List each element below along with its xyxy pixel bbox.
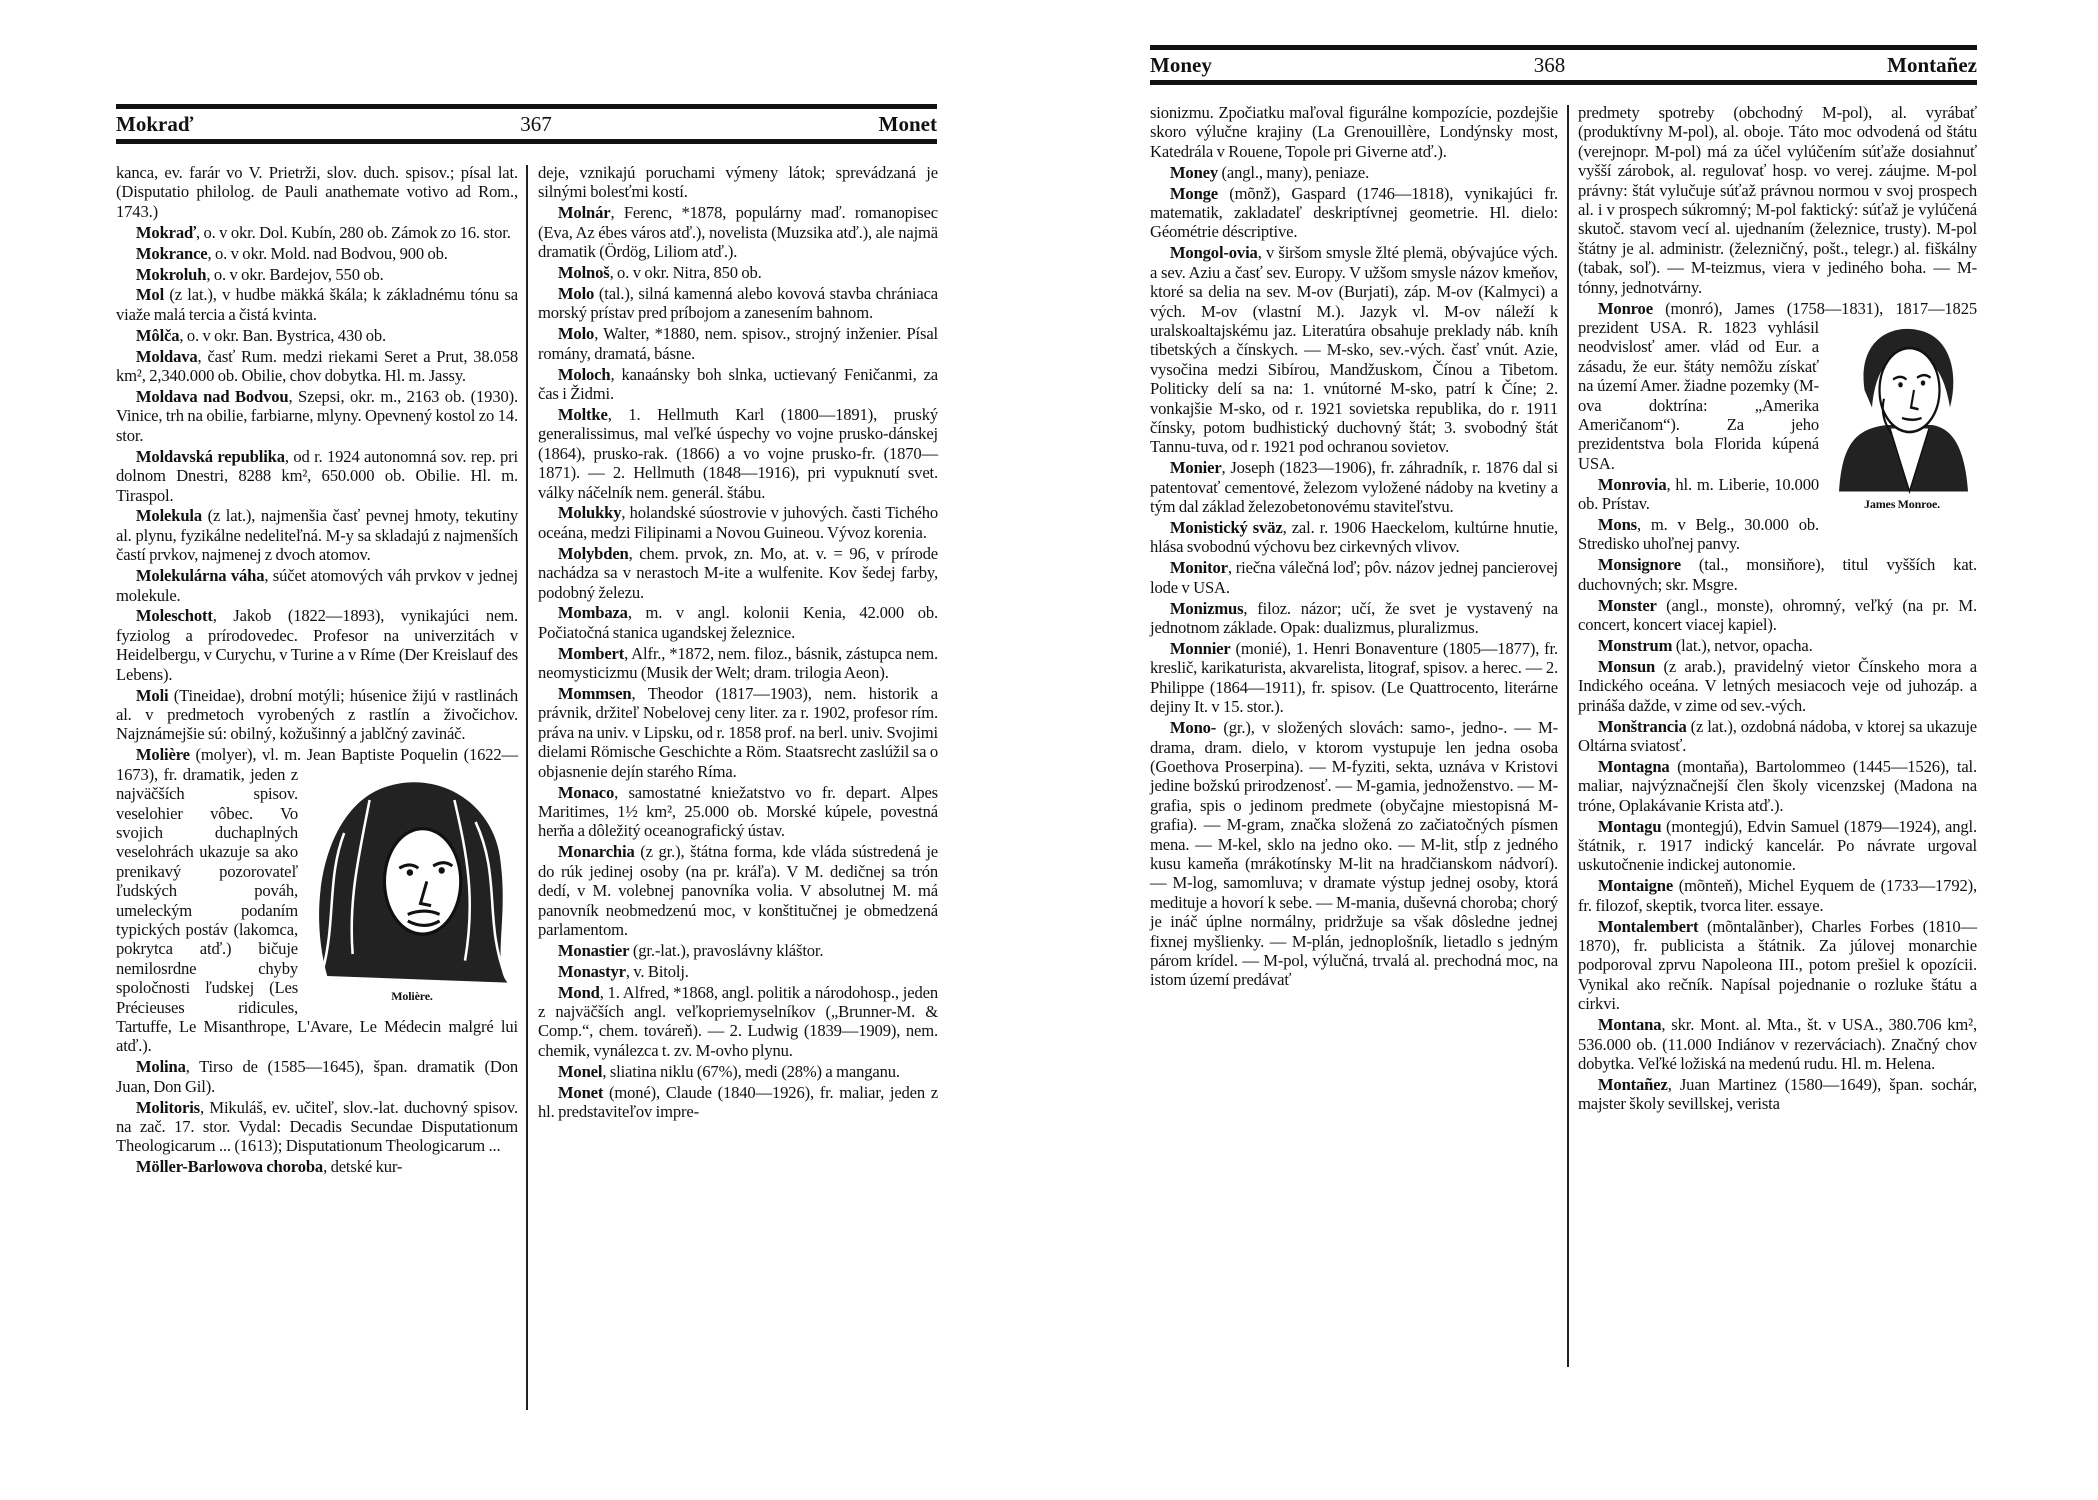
dictionary-entry: [538, 603, 938, 642]
entry-headword: Moleschott: [135, 606, 213, 626]
entry-text: , v. Bitolj.: [625, 961, 689, 981]
entry-headword: Molekula: [135, 506, 203, 526]
entry-headword: Montañez: [1597, 1074, 1668, 1094]
portrait-figure: [306, 767, 518, 1006]
entry-text: (tal., monsiňore), titul vyšších kat. duchovných; skr. Msgre.: [1578, 555, 1977, 594]
entry-text: (mõntalãnber), Charles Forbes (1810—1870), fr. publicista a štátnik. Za júlovej monarchie podporoval zprvu Napoleona III., potom prešiel k opozícii. Vynikal ako rečník. Napísal pojednanie o rozluke štátu a cirkvi.: [1578, 916, 1977, 1014]
left-page-column-2: [538, 163, 938, 1123]
dictionary-entry: [1150, 184, 1558, 242]
dictionary-entry: [1150, 639, 1558, 717]
entry-headword: Molitoris: [135, 1097, 200, 1117]
entry-headword: Moldavská republika: [135, 446, 285, 466]
entry-text: , Ferenc, *1878, populárny maď. romanopisec (Eva, Az ébes város atď.), novelista (Muzsika atď.), ale najmä dramatik (Ördög, Liliom atď.).: [538, 203, 938, 262]
left-page-column-1: [116, 163, 518, 1178]
entry-text: (gr.), v složených slovách: samo-, jedno-. — M-drama, dram. dielo, v ktorom vystupuje len jedna osoba (Goethova Proserpina). — M-fyziti, sekta, uznáva v Kristovi jedine božskú prirodzenosť. — M-gamia, jednoženstvo. — M-grafia, spis o jedinom predmete (obyčajne miestopisná M-grafia). — M-gram, značka složená zo začiatočných písmen mena. — M-kel, sklo na jedno oko. — M-lit, stĺp z jedného kusu kameňa (mrákotínsky M-lit na hradčianskom nádvorí). — M-log, samomluva; v dramate výstup jednej osoby, ktorá medituje a hovorí k sebe. — M-mania, duševná choroba; chorý je ináč úplne normálny, pridržuje sa však dôsledne jednej fixnej myšlienky. — M-plán, jednoplošník, lietadlo s jedným párom krídel. — M-pol, výlučná, trvalá al. prechodná moc, na istom území predávať: [1150, 718, 1558, 990]
entry-headword: Mongol-ovia: [1169, 243, 1258, 263]
entry-text: , 1. Alfred, *1868, angl. politik a národohosp., jeden z najväčších angl. veľkopriemyselníkov („Brunner-M. & Comp.“, chem. továreň). — 2. Ludwig (1839—1909), nem. chemik, vynálezca t. zv. M-ovho plynu.: [538, 982, 938, 1060]
dictionary-entry: [116, 686, 518, 744]
entry-headword: Monier: [1169, 458, 1222, 478]
dictionary-entry: [538, 1083, 938, 1122]
right-page-column-1: [1150, 103, 1558, 991]
entry-text: (gr.-lat.), pravoslávny kláštor.: [629, 940, 824, 960]
dictionary-entry: [1578, 817, 1977, 875]
dictionary-entry: [116, 1098, 518, 1156]
entry-text: (molyer), vl. m. Jean Baptiste: [189, 745, 395, 765]
dictionary-entry: [1578, 717, 1977, 756]
dictionary-entry: [1578, 636, 1977, 655]
entry-headword: Monet: [557, 1082, 604, 1102]
left-page-header: [116, 104, 937, 144]
entry-headword: Monsun: [1597, 656, 1656, 676]
entry-text: , Jakob (1822—1893), vynikajúci nem. fyziolog a prírodovedec. Profesor na univerzitách v Heidelbergu, v Curychu, v Turine a v Ríme (Der Kreislauf des Lebens).: [116, 606, 518, 684]
dictionary-entry: [538, 284, 938, 323]
dictionary-entry: [1150, 718, 1558, 990]
portrait-figure: [1827, 320, 1977, 514]
entry-text: , Mikuláš, ev. učiteľ, slov.-lat. duchovný spisov. na zač. 17. stor. Vydal: Decadis Secundae Disputationum Theologicarum ... (1613); Disputationum Theologicarum ...: [116, 1097, 518, 1156]
entry-text: , Joseph (1823—1906), fr. záhradník, r. 1876 dal si patentovať cementové, železom vyložené nádoby na kvetiny a tým dal základ železobetonovému staviteľstvu.: [1150, 458, 1558, 517]
entry-text: predmety spotreby (obchodný M-pol), al. vyrábať (produktívny M-pol), al. oboje. Táto moc odvodená od štátu (verejnopr. M-pol) má za účel vylúčením súťaže dosiahnuť vyšší zárobok, al. regulovať hosp. vo verej. záujme. M-pol právny: štát vylučuje súťaž právnou normou v svoj prospech al. i v prospech súkromný; M-pol faktický: súťaž je vylúčená skutoč. stavom vecí al. ujednaním (železnice, trusty). M-pol štátny je al. administr. (železničný, pošt., telegr.) al. fiškálny (tabak, soľ). — M-teizmus, viera v jediného boha. — M-tónny, jednotvárny.: [1578, 103, 1977, 297]
entry-text: , Tirso de (1585—1645), špan. dramatik (Don Juan, Don Gil).: [116, 1057, 518, 1096]
entry-headword: Monarchia: [557, 842, 635, 862]
dictionary-entry: [538, 405, 938, 502]
entry-text: vyhlásil neodvislosť amer. vlád od Eur. a zásadu, že eur. štáty nemôžu získať na území Amer. žiadne pozemky (M-ova doktrína: „Amerika Američanom“). Za jeho prezidentstva bola Florida kúpená USA.: [1578, 317, 1819, 473]
entry-headword: Mokrance: [135, 243, 208, 263]
entry-headword: Molybden: [557, 543, 629, 563]
dictionary-entry: [116, 244, 518, 263]
entry-text: , o. v okr. Mold. nad Bodvou, 900 ob.: [207, 243, 448, 263]
entry-headword: Money: [1169, 162, 1219, 182]
entry-text: (mõnž), Gaspard (1746—1818), vynikajúci fr. matematik, zakladateľ deskriptívnej geometrie. Hl. dielo: Géométrie déscriptive.: [1150, 183, 1558, 242]
dictionary-entry: [116, 745, 518, 1056]
entry-headword: Monel: [557, 1061, 603, 1081]
portrait-moliere-icon: [306, 767, 518, 987]
dictionary-entry: [538, 324, 938, 363]
entry-text: (angl., monste), ohromný, veľký (na pr. M. concert, koncert viacej kapiel).: [1578, 595, 1977, 635]
entry-headword: Monistický sväz: [1169, 518, 1283, 538]
entry-text: (lat.), netvor, opacha.: [1672, 635, 1813, 655]
dictionary-entry: [116, 1057, 518, 1096]
dictionary-entry: [116, 387, 518, 445]
entry-text: , skr. Mont. al. Mta., št. v USA., 380.706 km², 536.000 ob. (11.000 Indiánov v rezerváciach). Značný chov dobytka. Veľké ložiská na medenú rudu. Hl. m. Helena.: [1578, 1015, 1977, 1073]
entry-text: , v širšom smysle žlté plemä, obývajúce vých. a sev. Aziu a časť sev. Europy. V užšom smysle názov kmeňov, ktoré sa delia na sev. M-ov (Burjati), záp. M-ov (Kalmyci) a vých. M-ov (vlastní M.). Jazyk vl. M-ov náleží k uralskoaltajskému jaz. Literatúra obsahuje preklady náb. kníh tibetských a čínskych. — M-sko, sev.-vých. časť vnút. Azie, vysočina medzi Sibírou, Mandžuskom, Čínou a Tibetom. Politicky delí sa na: 1. vnútorné M-sko, patrí k Číne; 2. vonkajšie M-sko, od r. 1921 sovietska republika, do r. 1911 čínsky, potom budhistický duchovný štát; 3. svobodný štát Tannu-tuva, od r. 1921 pod ochranou sovietov.: [1150, 243, 1558, 457]
entry-headword: Mombaza: [557, 603, 628, 623]
entry-text: , zal. r. 1906 Haeckelom, kultúrne hnutie, hlása svobodnú výchovu bez cirkevných vlivov.: [1150, 518, 1558, 557]
entry-text: , o. v okr. Ban. Bystrica, 430 ob.: [179, 325, 387, 345]
dictionary-entry: [538, 644, 938, 683]
entry-headword: Monster: [1597, 595, 1657, 615]
entry-text: kanca, ev. farár vo V. Prietrži, slov. duch. spisov.; písal lat. (Disputatio philolog. de Pauli anathemate votivo ad Rom., 1743.): [116, 163, 518, 221]
entry-text: , o. v okr. Bardejov, 550 ob.: [206, 264, 384, 284]
dictionary-entry: [1578, 876, 1977, 915]
entry-headword: Monaco: [557, 782, 615, 802]
entry-text: , 1. Hellmuth Karl (1800—1891), pruský generalissimus, mal veľké úspechy vo vojne prusko-dánskej (1864), prusko-rak. (1866) a vo vojne prusko-fr. (1870—1871). — 2. Hellmuth (1848—1916), pri vypuknutí svet. války náčelník nem. generál. štábu.: [538, 404, 938, 502]
entry-text: (z lat.), ozdobná nádoba, v ktorej sa ukazuje Oltárna sviatosť.: [1578, 716, 1977, 755]
column-divider: [526, 165, 528, 1410]
dictionary-entry: [116, 1157, 518, 1176]
entry-text: (z lat.), najmenšia časť pevnej hmoty, tekutiny al. plynu, fyzikálne nedeliteľná. M-y sa skladajú z najmenších častí prvkov, najmenej z dvoch atomov.: [116, 506, 518, 565]
entry-headword: Monrovia: [1597, 474, 1667, 494]
entry-text: (angl., many), peniaze.: [1218, 162, 1370, 182]
entry-headword: Montagu: [1597, 816, 1662, 836]
dictionary-entry: [538, 503, 938, 542]
dictionary-entry: [116, 506, 518, 564]
dictionary-entry: [1150, 558, 1558, 597]
entry-headword: Montana: [1597, 1015, 1662, 1035]
entry-headword: Moldava: [135, 346, 198, 366]
entry-text: , samostatné kniežatstvo vo fr. depart. Alpes Maritimes, 1½ km², 25.000 ob. Morské kúpele, povestná herňa a dôležitý oceanografický ústav.: [538, 782, 938, 841]
entry-headword: Moli: [135, 685, 169, 705]
entry-continuation: [1578, 103, 1977, 297]
page-number: 367: [520, 111, 552, 136]
entry-text: , Szepsi, okr. m., 2163 ob. (1930). Vinice, trh na obilie, farbiarne, mlyny. Opevnený kostol zo 14. stor.: [116, 386, 518, 445]
portrait-monroe-icon: [1827, 320, 1977, 495]
entry-headword: Mommsen: [557, 684, 632, 704]
entry-headword: Molina: [135, 1057, 186, 1077]
entry-text: (mõnteň), Michel Eyquem de (1733—1792), fr. filozof, skeptik, tvorca liter. essaye.: [1578, 876, 1977, 915]
dictionary-entry: [538, 962, 938, 981]
dictionary-entry: [1150, 163, 1558, 182]
dictionary-entry: [116, 285, 518, 324]
entry-headword: Molière: [135, 745, 190, 765]
entry-headword: Mono-: [1169, 718, 1217, 738]
header-last-word: Monet: [878, 111, 937, 136]
entry-headword: Monge: [1169, 183, 1219, 203]
dictionary-entry: [538, 1062, 938, 1081]
dictionary-entry: [538, 783, 938, 841]
entry-headword: Mons: [1597, 515, 1637, 535]
entry-headword: Mond: [557, 982, 600, 1002]
entry-text: (montaňa), Bartolommeo (1445—1526), tal. maliar, najvýznačnejší člen školy vicenzskej (Madona na tróne, Oplakávanie Krista atď.).: [1578, 756, 1977, 815]
entry-text: (z gr.), štátna forma, kde vláda sústredená je do rúk jedinej osoby (na pr. kráľa). V M. dedičnej sa trón dedí, v M. volebnej panovníka volia. V absolutnej M. má panovník neobmedzenú moc, v konštitučnej je obmedzená parlamentom.: [538, 842, 938, 939]
dictionary-entry: [1150, 599, 1558, 638]
figure-caption: Molière.: [391, 988, 433, 1003]
entry-text: (monié), 1. Henri Bonaventure (1805—1877), fr. kreslič, karikaturista, akvarelista, litograf, spisov. a herec. — 2. Philippe (1864—1911), fr. spisov. (Le Quattrocento, literárne dejiny It. v 15. stor.).: [1150, 638, 1558, 717]
dictionary-entry: [116, 606, 518, 684]
entry-headword: Molekulárna váha: [135, 566, 265, 586]
entry-headword: Mol: [135, 285, 165, 305]
header-first-word: Mokraď: [116, 111, 194, 136]
dictionary-entry: [1578, 757, 1977, 815]
entry-headword: Monroe: [1597, 298, 1653, 318]
entry-text: , Alfr., *1872, nem. filoz., básnik, zástupca nem. neomysticizmu (Musik der Welt; dram. trilogia Aeon).: [538, 643, 938, 683]
entry-headword: Moltke: [557, 404, 608, 424]
header-last-word: Montañez: [1887, 52, 1977, 77]
entry-headword: Montaigne: [1597, 876, 1674, 896]
entry-headword: Möller-Barlowova choroba: [135, 1157, 324, 1177]
dictionary-entry: [116, 223, 518, 242]
entry-text: (Tineidae), drobní motýli; húsenice žijú v rastlinách al. v predmetoch vyrobených z rastlín a živočichov. Najznámejšie sú: obilný, kožušinný a jablčný zavináč.: [116, 685, 518, 744]
right-page-column-2: [1578, 103, 1977, 1115]
entry-headword: Molo: [557, 283, 595, 303]
entry-text: , súčet atomových váh prvkov v jednej molekule.: [116, 566, 518, 605]
dictionary-entry: [538, 941, 938, 960]
dictionary-entry: [1578, 596, 1977, 635]
entry-headword: Monitor: [1169, 558, 1228, 578]
entry-text: , m. v angl. kolonii Kenia, 42.000 ob. Počiatočná stanica ugandskej železnice.: [538, 603, 938, 642]
entry-headword: Montagna: [1597, 756, 1670, 776]
entry-text: (monró), James (1758—1831), 1817—1825 prezident USA. R. 1823: [1578, 298, 1977, 337]
entry-text: sionizmu. Zpočiatku maľoval figurálne kompozície, pozdejšie skoro výlučne krajiny (La Grenouillère, Londýnsky most, Katedrála v Rouene, Topole pri Giverne atď.).: [1150, 103, 1558, 161]
entry-headword: Molnár: [557, 203, 611, 223]
entry-headword: Molnoš: [557, 263, 610, 283]
entry-text: , riečna válečná loď; pôv. názov jednej pancierovej lode v USA.: [1150, 558, 1558, 597]
entry-text: , Theodor (1817—1903), nem. historik a právnik, držiteľ Nobelovej ceny liter. za r. 1902, profesor rím. práva na univ. v Lipsku, od r. 1858 prof. na berl. univ. Svojimi dielami Römische Geschichte a Röm. Staatsrecht zaslúžil sa o objasnenie dejín starého Ríma.: [538, 684, 938, 781]
page-number: 368: [1533, 52, 1566, 77]
entry-headword: Molo: [557, 324, 595, 344]
dictionary-entry: [116, 447, 518, 505]
dictionary-entry: [1150, 518, 1558, 557]
header-first-word: Money: [1150, 52, 1212, 77]
dictionary-entry: [1150, 458, 1558, 516]
entry-text: , časť Rum. medzi riekami Seret a Prut, 38.058 km², 2,340.000 ob. Obilie, chov dobytka. Hl. m. Jassy.: [116, 346, 518, 386]
entry-headword: Monštrancia: [1597, 716, 1687, 736]
entry-text: , filoz. názor; učí, že svet je vystavený na jednotnom základe. Opak: dualizmus, pluralizmus.: [1150, 598, 1558, 638]
entry-headword: Monsignore: [1597, 555, 1681, 575]
entry-text: , hl. m. Liberie, 10.000 ob. Prístav.: [1578, 474, 1819, 514]
entry-headword: Mokraď: [135, 222, 197, 242]
dictionary-entry: [538, 365, 938, 404]
entry-text: (montegjú), Edvin Samuel (1879—1924), angl. štátnik, r. 1917 indický kancelár. Po návrate urgoval uskutočnenie indickej autonomie.: [1578, 816, 1977, 875]
dictionary-entry: [1150, 243, 1558, 456]
dictionary-entry: [1578, 1075, 1977, 1114]
entry-text: , Walter, *1880, nem. spisov., strojný inženier. Písal romány, dramatá, básne.: [538, 324, 938, 363]
entry-headword: Mombert: [557, 643, 625, 663]
dictionary-entry: [538, 983, 938, 1061]
entry-headword: Monastier: [557, 940, 630, 960]
dictionary-entry: [1578, 917, 1977, 1014]
entry-text: , chem. prvok, zn. Mo, at. v. = 96, v prírode nachádza sa v nerastoch M-ite a wulfenite. Kov šedej farby, podobný železu.: [538, 543, 938, 602]
entry-text: (z arab.), pravidelný vietor Čínskeho mora a Indického oceána. V letných mesiacoch veje od juhozáp. a prináša dažde, v zime od sev.-vých.: [1578, 656, 1977, 715]
entry-text: , o. v okr. Nitra, 850 ob.: [609, 263, 762, 283]
dictionary-entry: [1578, 555, 1977, 594]
dictionary-entry: [1578, 657, 1977, 715]
dictionary-entry: [1578, 1015, 1977, 1073]
right-page-header: [1150, 45, 1977, 85]
entry-text: , od r. 1924 autonomná sov. rep. pri dolnom Dnestri, 8288 km², 650.000 ob. Obilie. Hl. m. Tiraspol.: [116, 446, 519, 505]
dictionary-entry: [116, 347, 518, 386]
entry-headword: Monastyr: [557, 961, 626, 981]
entry-headword: Môlča: [135, 325, 180, 345]
dictionary-entry: [116, 265, 518, 284]
dictionary-entry: [538, 684, 938, 781]
dictionary-entry: [116, 566, 518, 605]
entry-text: Poquelin (1622—1673), fr. dramatik, jeden z najväčších spisov. veselohier vôbec. Vo svojich duchaplných veselohrách ukazuje sa ako prenikavý pozorovateľ ľudských pováh, umeleckým podaním typických postáv (lakomca, pokrytca atď.) bičuje nemilosrdne chyby spoločnosti ľudskej (Les Précieuses ridicules, Tartuffe, Le Misanthrope, L'Avare, Le Médecin malgré lui atď.).: [116, 745, 518, 1056]
entry-headword: Moloch: [557, 364, 611, 384]
entry-headword: Monnier: [1169, 638, 1231, 658]
entry-headword: Monizmus: [1169, 598, 1244, 618]
dictionary-entry: [538, 544, 938, 602]
entry-text: (tal.), silná kamenná alebo kovová stavba chrániaca morský prístav pred príbojom a zanesením bahnom.: [538, 283, 938, 323]
entry-headword: Monstrum: [1597, 635, 1673, 655]
dictionary-entry: [538, 203, 938, 261]
entry-text: (z lat.), v hudbe mäkká škála; k základnému tónu sa viaže malá tercia a čistá kvinta.: [116, 285, 518, 324]
entry-continuation: [538, 163, 938, 202]
dictionary-entry: [1578, 515, 1977, 554]
column-divider: [1567, 105, 1569, 1367]
entry-text: , detské kur-: [323, 1157, 403, 1177]
entry-headword: Molukky: [557, 503, 622, 523]
dictionary-entry: [538, 263, 938, 282]
entry-headword: Montalembert: [1597, 916, 1699, 936]
entry-text: , holandské súostrovie v juhových. časti Tichého oceána, medzi Filipinami a Novou Guineou. Vývoz korenia.: [538, 503, 938, 542]
entry-text: , m. v Belg., 30.000 ob. Stredisko uhoľnej panvy.: [1578, 515, 1819, 554]
entry-text: (moné), Claude (1840—1926), fr. maliar, jeden z hl. predstaviteľov impre-: [538, 1082, 938, 1122]
entry-headword: Moldava nad Bodvou: [135, 386, 289, 406]
figure-caption: James Monroe.: [1864, 496, 1940, 511]
entry-text: , o. v okr. Dol. Kubín, 280 ob. Zámok zo 16. stor.: [196, 222, 511, 242]
entry-text: , Juan Martinez (1580—1649), špan. sochár, majster školy sevillskej, verista: [1578, 1074, 1977, 1114]
dictionary-entry: [538, 842, 938, 939]
entry-headword: Mokroluh: [135, 264, 207, 284]
entry-text: deje, vznikajú poruchami výmeny látok; sprevádzaná je silnými bolesťmi kostí.: [538, 163, 938, 202]
dictionary-entry: [116, 326, 518, 345]
entry-continuation: [116, 163, 518, 221]
entry-continuation: [1150, 103, 1558, 161]
entry-text: , sliatina niklu (67%), medi (28%) a manganu.: [602, 1061, 900, 1081]
entry-text: , kanaánsky boh slnka, uctievaný Feničanmi, za čas i Židmi.: [538, 364, 938, 403]
